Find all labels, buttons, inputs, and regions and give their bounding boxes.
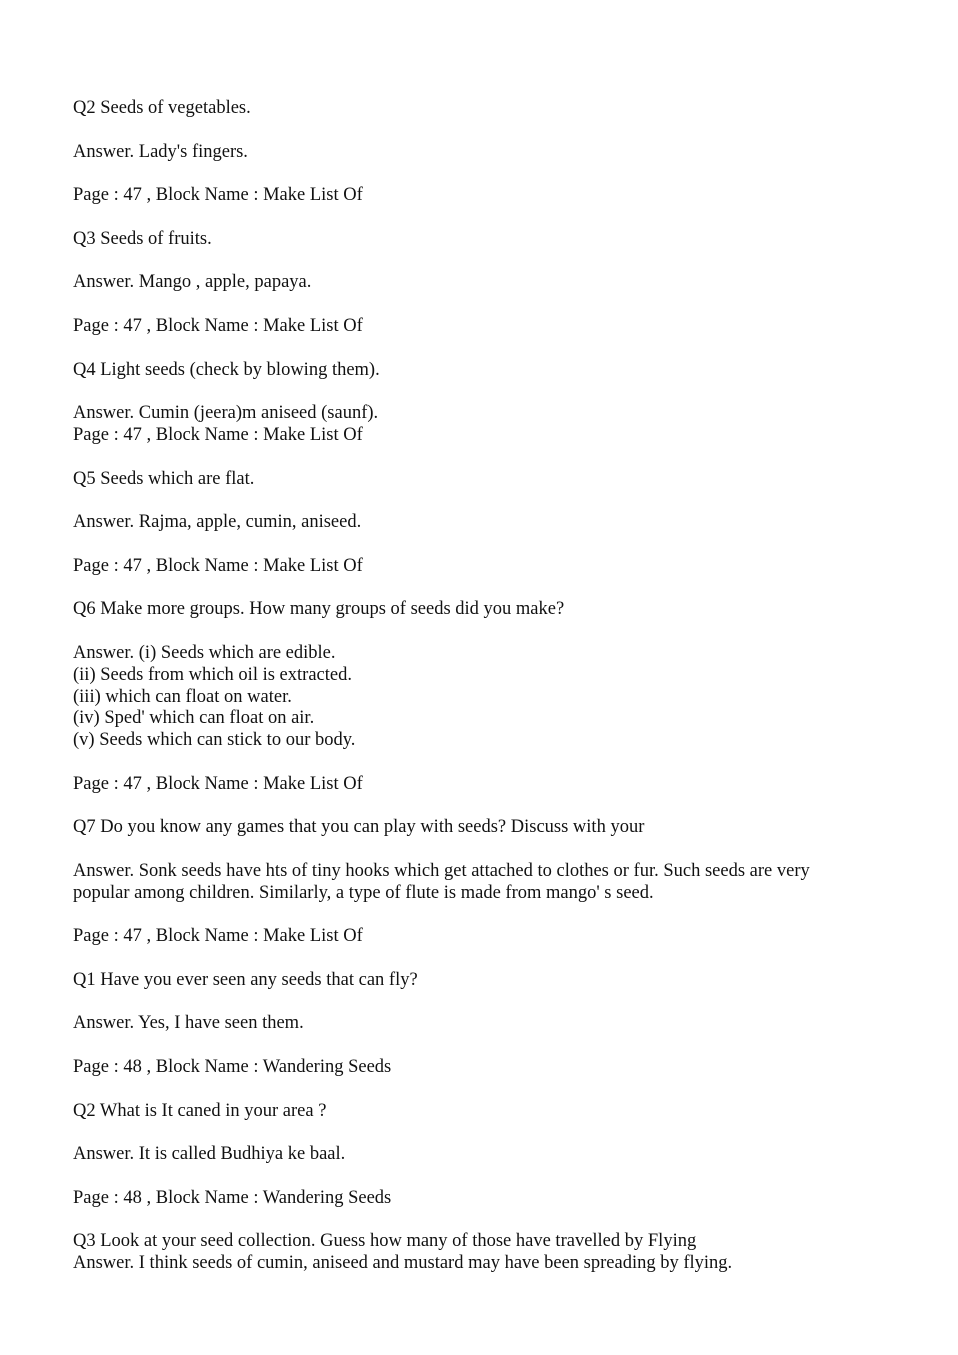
text-paragraph	[73, 1101, 873, 1123]
text-line: (v) Seeds which can stick to our body.	[73, 730, 356, 751]
text-paragraph	[73, 403, 873, 447]
text-line: (iv) Sped' which can float on air.	[73, 708, 315, 729]
text-line: Page : 47 , Block Name : Make List Of	[73, 185, 363, 206]
text-paragraph	[73, 861, 873, 905]
text-paragraph	[73, 1188, 873, 1210]
text-line: Page : 47 , Block Name : Make List Of	[73, 926, 363, 947]
text-line: Answer. Lady's fingers.	[73, 141, 248, 162]
text-paragraph	[73, 469, 873, 491]
text-line: Page : 47 , Block Name : Make List Of	[73, 315, 363, 336]
text-line: Answer. (i) Seeds which are edible.	[73, 642, 336, 663]
text-paragraph	[73, 142, 873, 164]
text-paragraph	[73, 185, 873, 207]
text-line: Answer. Rajma, apple, cumin, aniseed.	[73, 512, 362, 533]
text-paragraph	[73, 1013, 873, 1035]
text-paragraph	[73, 512, 873, 534]
text-line: Page : 47 , Block Name : Make List Of	[73, 555, 363, 576]
text-paragraph	[73, 643, 873, 752]
text-line: Q2 What is It caned in your area ?	[73, 1100, 327, 1121]
text-paragraph	[73, 556, 873, 578]
text-line: Answer. Cumin (jeera)m aniseed (saunf).	[73, 403, 379, 424]
text-line: Answer. Mango , apple, papaya.	[73, 272, 312, 293]
text-line: Q3 Look at your seed collection. Guess how many of those have travelled by Flying	[73, 1231, 697, 1252]
text-paragraph	[73, 1144, 873, 1166]
text-paragraph	[73, 1057, 873, 1079]
text-paragraph	[73, 926, 873, 948]
text-paragraph	[73, 316, 873, 338]
text-paragraph	[73, 98, 873, 120]
text-line: Q5 Seeds which are flat.	[73, 468, 255, 489]
text-line: (ii) Seeds from which oil is extracted.	[73, 664, 352, 685]
text-line: Answer. Sonk seeds have hts of tiny hooks which get attached to clothes or fur. Such seeds are very	[73, 860, 810, 881]
text-paragraph	[73, 970, 873, 992]
text-line: Q4 Light seeds (check by blowing them).	[73, 359, 380, 380]
text-line: Answer. Yes, I have seen them.	[73, 1013, 304, 1034]
text-paragraph	[73, 817, 873, 839]
text-line: Page : 47 , Block Name : Make List Of	[73, 773, 363, 794]
text-line: Page : 48 , Block Name : Wandering Seeds	[73, 1187, 392, 1208]
document-page	[73, 98, 873, 1297]
text-paragraph	[73, 272, 873, 294]
text-paragraph	[73, 1231, 873, 1275]
text-paragraph	[73, 360, 873, 382]
text-line: Answer. I think seeds of cumin, aniseed and mustard may have been spreading by flying.	[73, 1253, 733, 1274]
text-line: Q7 Do you know any games that you can play with seeds? Discuss with your	[73, 817, 645, 838]
text-line: Page : 48 , Block Name : Wandering Seeds	[73, 1057, 392, 1078]
text-paragraph	[73, 599, 873, 621]
text-paragraph	[73, 229, 873, 251]
text-line: Page : 47 , Block Name : Make List Of	[73, 424, 363, 445]
text-line: Q1 Have you ever seen any seeds that can fly?	[73, 969, 418, 990]
text-line: Answer. It is called Budhiya ke baal.	[73, 1144, 346, 1165]
text-line: Q6 Make more groups. How many groups of seeds did you make?	[73, 599, 565, 620]
text-line: (iii) which can float on water.	[73, 686, 292, 707]
text-line: Q2 Seeds of vegetables.	[73, 98, 251, 118]
text-paragraph	[73, 774, 873, 796]
text-line: popular among children. Similarly, a type of flute is made from mango' s seed.	[73, 882, 654, 903]
text-line: Q3 Seeds of fruits.	[73, 228, 212, 249]
